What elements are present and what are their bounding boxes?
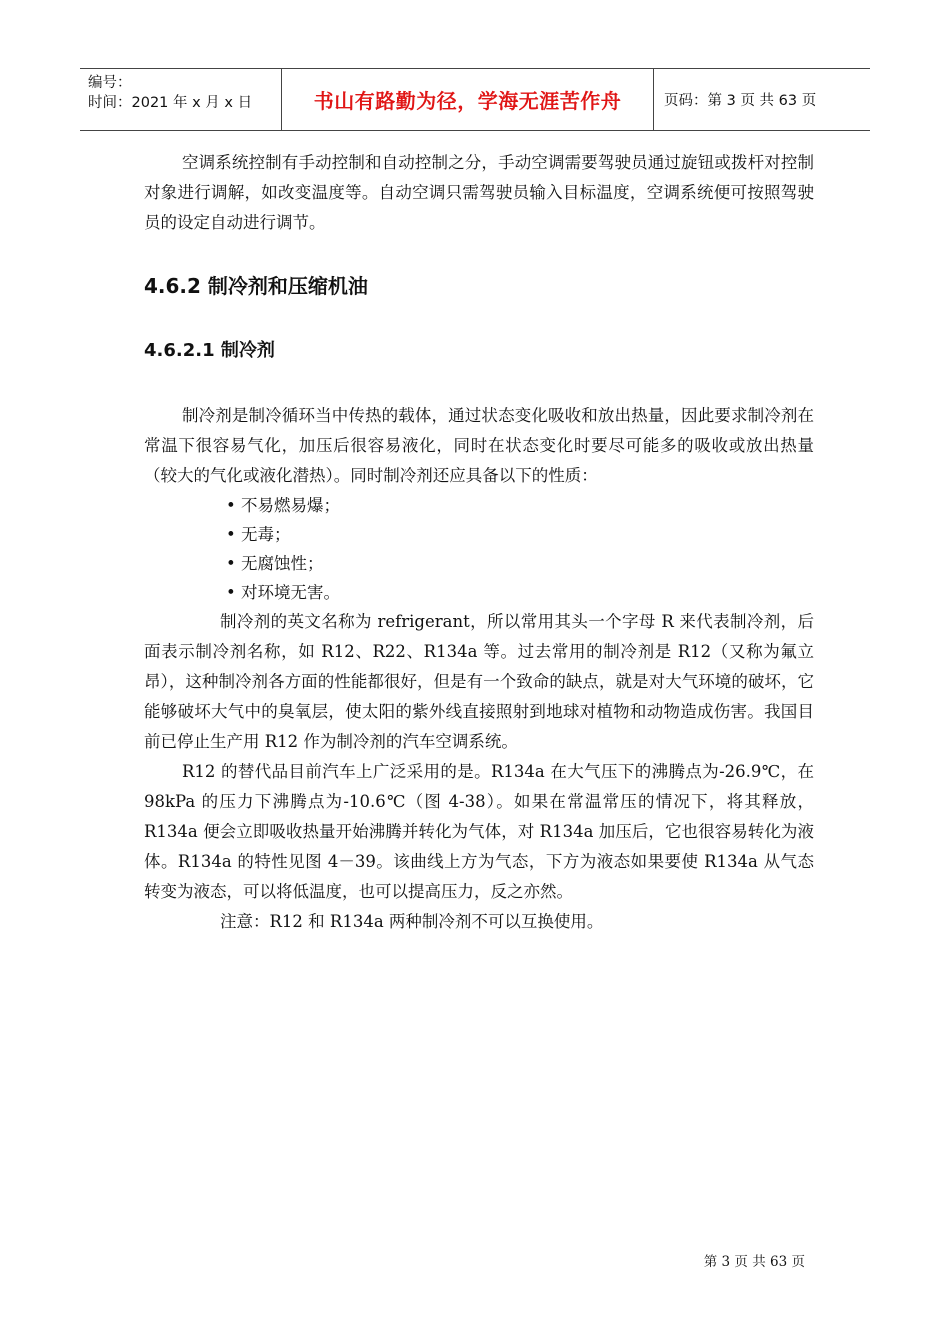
document-body <box>144 148 814 937</box>
header-page-number: 页码：第 3 页 共 63 页 <box>664 93 817 109</box>
list-item: • 无腐蚀性； <box>226 549 814 578</box>
subsection-heading: 4.6.2.1 制冷剂 <box>144 340 275 361</box>
document-number-label: 编号： <box>88 75 132 91</box>
section-heading: 4.6.2 制冷剂和压缩机油 <box>144 274 368 298</box>
intro-paragraph: 空调系统控制有手动控制和自动控制之分，手动空调需要驾驶员通过旋钮或拨杆对控制对象进行调解，如改变温度等。自动空调只需驾驶员输入目标温度，空调系统便可按照驾驶员的设定自动进行调节。 <box>144 153 814 232</box>
refrigerant-name-paragraph: 制冷剂的英文名称为 refrigerant，所以常用其头一个字母 R 来代表制冷剂，后面表示制冷剂名称，如 R12、R22、R134a 等。过去常用的制冷剂是 R12（又称为氟立昂），这种制冷剂各方面的性能都很好，但是有一个致命的缺点，就是对大气环境的破坏，它能够破坏大气中的臭氧层，使太阳的紫外线直接照射到地球对植物和动物造成伤害。我国目前已停止生产用 R12 作为制冷剂的汽车空调系统。 <box>144 612 814 751</box>
note-paragraph: 注意：R12 和 R134a 两种制冷剂不可以互换使用。 <box>220 912 604 931</box>
header-motto: 书山有路勤为径，学海无涯苦作舟 <box>281 69 654 130</box>
list-item: • 无毒； <box>226 520 814 549</box>
refrigerant-intro-paragraph: 制冷剂是制冷循环当中传热的载体，通过状态变化吸收和放出热量，因此要求制冷剂在常温下很容易气化，加压后很容易液化，同时在状态变化时要尽可能多的吸收或放出热量（较大的气化或液化潜热）。同时制冷剂还应具备以下的性质： <box>144 406 814 485</box>
list-item: • 对环境无害。 <box>226 578 814 607</box>
list-item: • 不易燃易爆； <box>226 491 814 520</box>
r134a-paragraph: R12 的替代品目前汽车上广泛采用的是。R134a 在大气压下的沸腾点为-26.9℃，在 98kPa 的压力下沸腾点为-10.6℃（图 4-38）。如果在常温常压的情况下，将其释放，R134a 便会立即吸收热量开始沸腾并转化为气体，对 R134a 加压后，它也很容易转化为液体。R134a 的特性见图 4－39。该曲线上方为气态，下方为液态如果要使 R134a 从气态转变为液态，可以将低温度，也可以提高压力，反之亦然。 <box>144 762 814 901</box>
page-footer: 第 3 页 共 63 页 <box>703 1254 805 1270</box>
page-header <box>80 68 870 131</box>
property-list <box>144 491 814 607</box>
document-date: 时间：2021 年 x 月 x 日 <box>88 95 253 111</box>
header-meta <box>80 69 281 130</box>
